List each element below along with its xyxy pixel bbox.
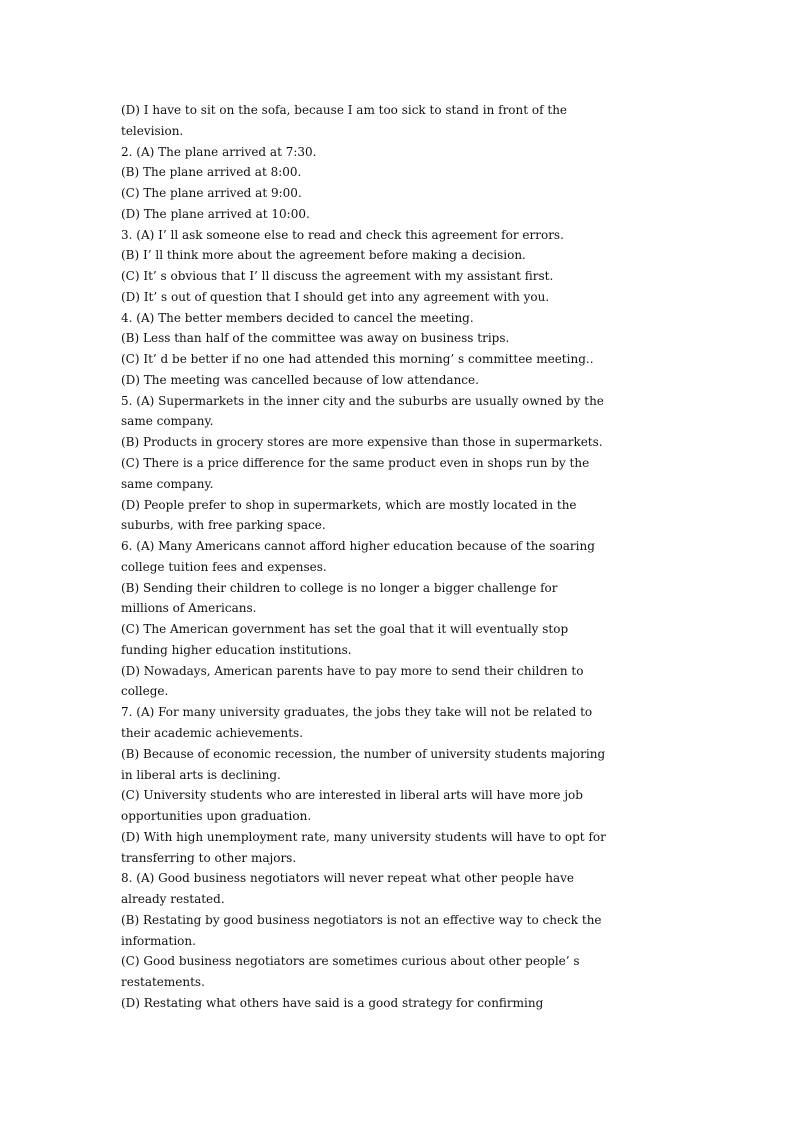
text-line: college tuition fees and expenses. — [121, 559, 327, 574]
text-line: (B) Less than half of the committee was away on business trips. — [121, 331, 510, 346]
text-line: information. — [121, 933, 196, 948]
text-line: (D) The meeting was cancelled because of low attendance. — [121, 372, 479, 387]
text-line: same company. — [121, 476, 214, 491]
text-line: (D) People prefer to shop in supermarkets, which are mostly located in the — [121, 497, 577, 512]
text-line: in liberal arts is declining. — [121, 767, 281, 782]
text-line: (D) I have to sit on the sofa, because I am too sick to stand in front of the — [121, 103, 568, 117]
text-line: (C) The American government has set the goal that it will eventually stop — [121, 622, 569, 637]
text-line: 3. (A) I’ ll ask someone else to read and check this agreement for errors. — [121, 227, 564, 242]
text-line: suburbs, with free parking space. — [121, 518, 326, 533]
text-line: (D) Restating what others have said is a good strategy for confirming — [121, 995, 544, 1010]
text-line: 4. (A) The better members decided to cancel the meeting. — [121, 310, 474, 325]
text-line: (C) University students who are interested in liberal arts will have more job — [121, 788, 583, 803]
text-line: 6. (A) Many Americans cannot afford higher education because of the soaring — [121, 539, 595, 554]
text-line: (B) Sending their children to college is no longer a bigger challenge for — [121, 580, 558, 595]
text-line: millions of Americans. — [121, 601, 257, 616]
text-line: (D) The plane arrived at 10:00. — [121, 206, 310, 221]
text-line: (B) Products in grocery stores are more expensive than those in supermarkets. — [121, 435, 603, 450]
text-line: funding higher education institutions. — [121, 642, 352, 657]
text-line: (C) The plane arrived at 9:00. — [121, 186, 302, 201]
text-line: (B) The plane arrived at 8:00. — [121, 165, 302, 180]
document-page — [121, 100, 681, 1014]
text-line: (C) Good business negotiators are sometimes curious about other people’ s — [121, 954, 580, 969]
text-line: same company. — [121, 414, 214, 429]
text-line: 5. (A) Supermarkets in the inner city and the suburbs are usually owned by the — [121, 393, 604, 408]
text-line: (B) Because of economic recession, the number of university students majoring — [121, 746, 606, 761]
text-line: 8. (A) Good business negotiators will never repeat what other people have — [121, 871, 575, 886]
text-line: restatements. — [121, 975, 205, 990]
text-line: opportunities upon graduation. — [121, 809, 312, 824]
text-line: 7. (A) For many university graduates, the jobs they take will not be related to — [121, 705, 593, 720]
text-line: (B) I’ ll think more about the agreement before making a decision. — [121, 248, 526, 263]
text-line: transferring to other majors. — [121, 850, 297, 865]
text-line: 2. (A) The plane arrived at 7:30. — [121, 144, 317, 159]
text-line: (D) Nowadays, American parents have to pay more to send their children to — [121, 663, 584, 678]
text-line: already restated. — [121, 892, 225, 907]
text-line: (D) With high unemployment rate, many university students will have to opt for — [121, 829, 606, 844]
text-line: (C) There is a price difference for the same product even in shops run by the — [121, 456, 590, 471]
text-line: (C) It’ d be better if no one had attended this morning’ s committee meeting.. — [121, 352, 594, 367]
text-line: their academic achievements. — [121, 725, 304, 740]
text-line: college. — [121, 684, 169, 699]
text-line: (C) It’ s obvious that I’ ll discuss the agreement with my assistant first. — [121, 269, 554, 284]
text-line: (B) Restating by good business negotiators is not an effective way to check the — [121, 912, 602, 927]
text-line: (D) It’ s out of question that I should get into any agreement with you. — [121, 289, 550, 304]
text-line: television. — [121, 123, 184, 138]
